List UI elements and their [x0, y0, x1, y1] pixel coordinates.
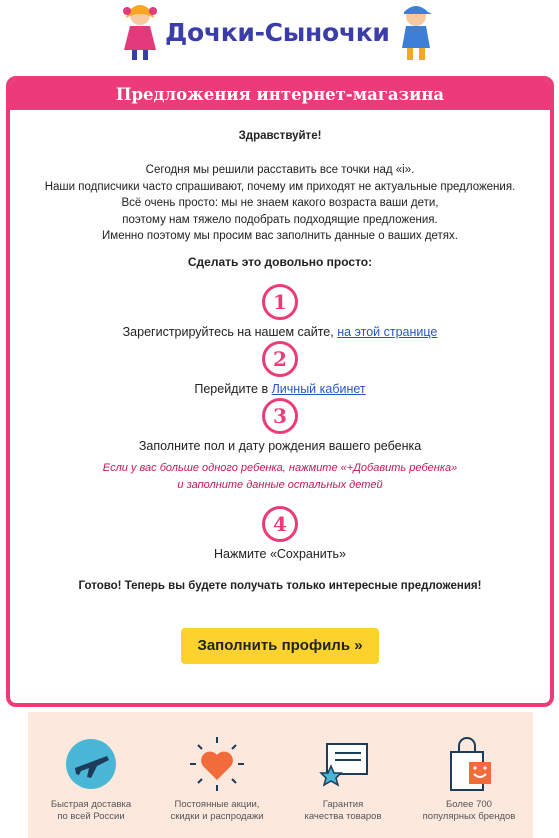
- step-3-text: Заполните пол и дату рождения вашего ребенка: [138, 439, 422, 453]
- benefit-delivery: [28, 712, 154, 838]
- step-4-badge: 4: [262, 506, 298, 542]
- benefit-guarantee: [280, 712, 406, 838]
- boy-mascot-icon: [398, 2, 434, 64]
- step-1-text: [10, 325, 550, 339]
- shopping-bag-icon: [439, 734, 499, 794]
- intro-line: Всё очень просто: мы не знаем какого возраста ваши дети,: [121, 197, 439, 209]
- benefit-label: [406, 799, 532, 823]
- step-4-text: Нажмите «Сохранить»: [214, 547, 346, 561]
- benefit-line: Гарантия: [322, 799, 364, 810]
- fill-profile-button[interactable]: Заполнить профиль »: [181, 628, 379, 664]
- card-title: Предложения интернет-магазина: [10, 80, 550, 110]
- note-line: и заполните данные остальных детей: [177, 479, 383, 491]
- note-line: Если у вас больше одного ребенка, нажмите «+Добавить ребенка»: [102, 462, 458, 474]
- benefit-label: [280, 799, 406, 823]
- benefit-line: Постоянные акции,: [174, 799, 260, 810]
- step-3-badge: 3: [262, 398, 298, 434]
- airplane-icon: [61, 734, 121, 794]
- girl-mascot-icon: [120, 2, 160, 64]
- benefit-sales: [154, 712, 280, 838]
- step-2-text: [10, 382, 550, 396]
- benefit-label: [28, 799, 154, 823]
- benefit-brands: [406, 712, 532, 838]
- benefit-label: [154, 799, 280, 823]
- benefit-line: Быстрая доставка: [50, 799, 132, 810]
- intro-line: Сегодня мы решили расставить все точки над «i».: [145, 164, 415, 176]
- intro-line: Наши подписчики часто спрашивают, почему им приходят не актуальные предложения.: [44, 180, 516, 193]
- step-1-label: Зарегистрируйтесь на нашем сайте,: [122, 325, 338, 339]
- register-link[interactable]: на этой странице: [337, 325, 438, 339]
- intro-line: поэтому нам тяжело подобрать подходящие предложения.: [122, 213, 438, 226]
- certificate-star-icon: [313, 734, 373, 794]
- intro-line: Именно поэтому мы просим вас заполнить данные о ваших детях.: [102, 230, 458, 242]
- done-text: Готово! Теперь вы будете получать только интересные предложения!: [78, 580, 482, 592]
- steps-subtitle: Сделать это довольно просто:: [187, 255, 373, 269]
- header-logo[interactable]: [0, 0, 559, 70]
- step-2-badge: 2: [262, 341, 298, 377]
- logo-text: Дочки-Сыночки: [165, 18, 390, 47]
- step-1-badge: 1: [262, 284, 298, 320]
- step-3-note: [10, 460, 550, 494]
- benefit-line: качества товаров: [304, 811, 382, 822]
- intro-text: [10, 162, 550, 245]
- benefits-strip: [28, 712, 533, 838]
- benefit-line: скидки и распродажи: [170, 811, 264, 822]
- benefit-line: популярных брендов: [422, 811, 516, 822]
- benefit-line: Более 700: [446, 799, 492, 810]
- heart-icon: [187, 734, 247, 794]
- benefit-line: по всей России: [57, 811, 125, 822]
- offers-card: [6, 76, 554, 707]
- personal-account-link[interactable]: Личный кабинет: [271, 382, 366, 396]
- step-2-label: Перейдите в: [194, 382, 272, 396]
- greeting: Здравствуйте!: [238, 130, 322, 142]
